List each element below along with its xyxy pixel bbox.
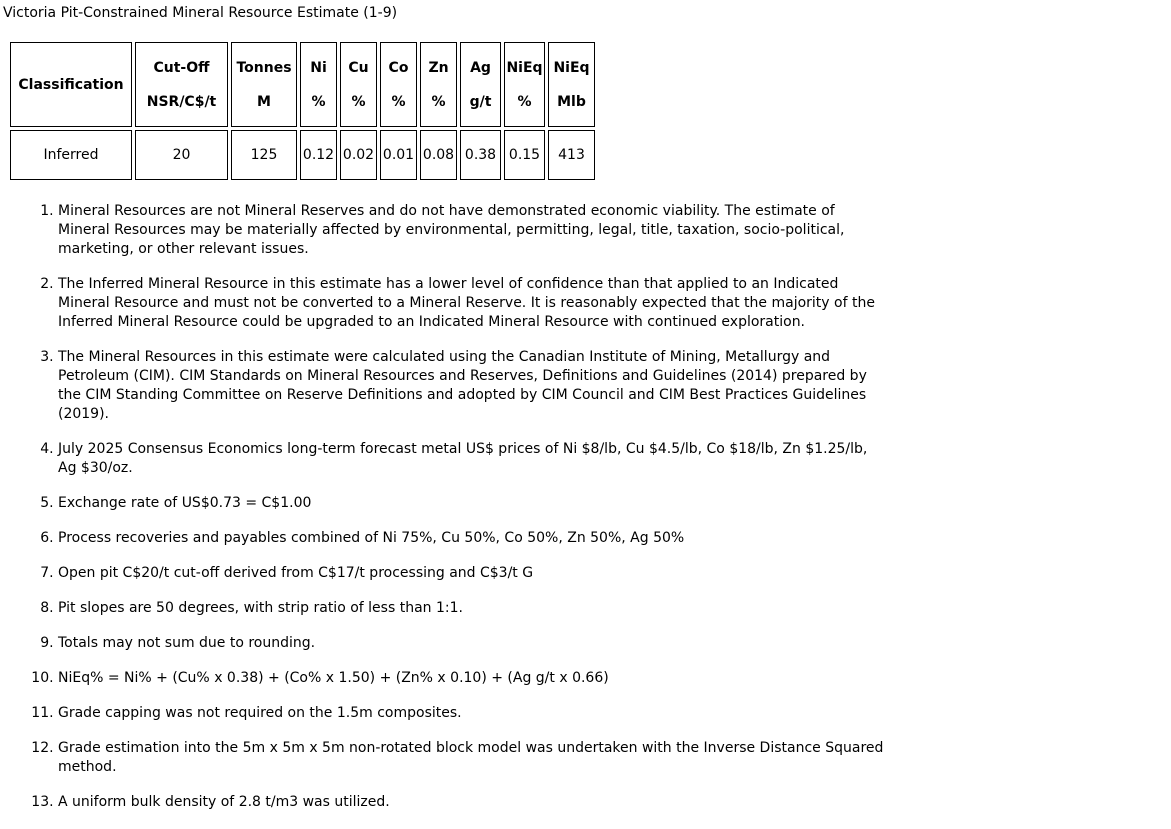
col-header-nieq-pct <box>504 42 545 127</box>
note-item-8: 8. Pit slopes are 50 degrees, with strip ratio of less than 1:1. <box>58 599 888 618</box>
table-body <box>10 130 595 180</box>
col-header-zn <box>420 42 457 127</box>
cell-ag: 0.38 <box>460 130 501 180</box>
col-header-label-top: Ag <box>470 59 491 76</box>
col-header-cu <box>340 42 377 127</box>
col-header-co <box>380 42 417 127</box>
col-header-label-top: NiEq <box>553 59 590 76</box>
col-header-label-bottom: % <box>391 93 406 110</box>
col-header-nieq-mlb <box>548 42 595 127</box>
cell-zn: 0.08 <box>420 130 457 180</box>
table-data-row-inferred <box>10 130 595 180</box>
note-item-2: 2. The Inferred Mineral Resource in this estimate has a lower level of confidence than that applied to an Indicated Mineral Resource and must not be converted to a Mineral Reserve. It is reasonably expected that the majority of the Inferred Mineral Resource could be upgraded to an Indicated Mineral Resource with continued exploration. <box>58 275 888 332</box>
col-header-label-top: Cut-Off <box>153 59 210 76</box>
col-header-label-top: Cu <box>348 59 369 76</box>
col-header-label: Classification <box>18 76 124 93</box>
col-header-label-top: Ni <box>310 59 327 76</box>
cell-cutoff: 20 <box>135 130 228 180</box>
cell-nieq-mlb: 413 <box>548 130 595 180</box>
col-header-label-bottom: % <box>351 93 366 110</box>
table-header <box>10 42 595 127</box>
col-header-label-top: Co <box>388 59 409 76</box>
cell-co: 0.01 <box>380 130 417 180</box>
resource-estimate-table <box>7 39 598 183</box>
cell-classification: Inferred <box>10 130 132 180</box>
col-header-label-top: Zn <box>428 59 449 76</box>
col-header-label-bottom: % <box>517 93 532 110</box>
col-header-tonnes <box>231 42 297 127</box>
note-item-3: 3. The Mineral Resources in this estimate were calculated using the Canadian Institute of Mining, Metallurgy and Petroleum (CIM). CIM Standards on Mineral Resources and Reserves, Definitions and Guidelines (2014) prepared by the CIM Standing Committee on Reserve Definitions and adopted by CIM Council and CIM Best Practices Guidelines (2019). <box>58 348 888 424</box>
col-header-ag <box>460 42 501 127</box>
cell-tonnes: 125 <box>231 130 297 180</box>
note-item-11: 11. Grade capping was not required on the 1.5m composites. <box>58 704 888 723</box>
note-item-13: 13. A uniform bulk density of 2.8 t/m3 was utilized. <box>58 793 888 812</box>
note-item-5: 5. Exchange rate of US$0.73 = C$1.00 <box>58 494 888 513</box>
table-header-row <box>10 42 595 127</box>
footnotes-list <box>3 202 888 812</box>
col-header-label-bottom: NSR/C$/t <box>146 93 217 110</box>
cell-ni: 0.12 <box>300 130 337 180</box>
note-item-10: 10. NiEq% = Ni% + (Cu% x 0.38) + (Co% x 1.50) + (Zn% x 0.10) + (Ag g/t x 0.66) <box>58 669 888 688</box>
col-header-label-bottom: % <box>311 93 326 110</box>
page-title: Victoria Pit-Constrained Mineral Resource Estimate (1-9) <box>3 5 398 21</box>
col-header-label-top: Tonnes <box>236 59 292 76</box>
col-header-label-top: NiEq <box>506 59 543 76</box>
col-header-label-bottom: Mlb <box>557 93 586 110</box>
col-header-classification <box>10 42 132 127</box>
cell-nieq-pct: 0.15 <box>504 130 545 180</box>
note-item-1: 1. Mineral Resources are not Mineral Reserves and do not have demonstrated economic viability. The estimate of Mineral Resources may be materially affected by environmental, permitting, legal, title, taxation, socio-political, marketing, or other relevant issues. <box>58 202 888 259</box>
note-item-9: 9. Totals may not sum due to rounding. <box>58 634 888 653</box>
note-item-4: 4. July 2025 Consensus Economics long-term forecast metal US$ prices of Ni $8/lb, Cu $4.5/lb, Co $18/lb, Zn $1.25/lb, Ag $30/oz. <box>58 440 888 478</box>
note-item-12: 12. Grade estimation into the 5m x 5m x 5m non-rotated block model was undertaken with the Inverse Distance Squared method. <box>58 739 888 777</box>
note-item-6: 6. Process recoveries and payables combined of Ni 75%, Cu 50%, Co 50%, Zn 50%, Ag 50% <box>58 529 888 548</box>
col-header-ni <box>300 42 337 127</box>
cell-cu: 0.02 <box>340 130 377 180</box>
col-header-cutoff <box>135 42 228 127</box>
col-header-label-bottom: M <box>257 93 271 110</box>
note-item-7: 7. Open pit C$20/t cut-off derived from C$17/t processing and C$3/t G <box>58 564 888 583</box>
col-header-label-bottom: g/t <box>469 93 492 110</box>
col-header-label-bottom: % <box>431 93 446 110</box>
